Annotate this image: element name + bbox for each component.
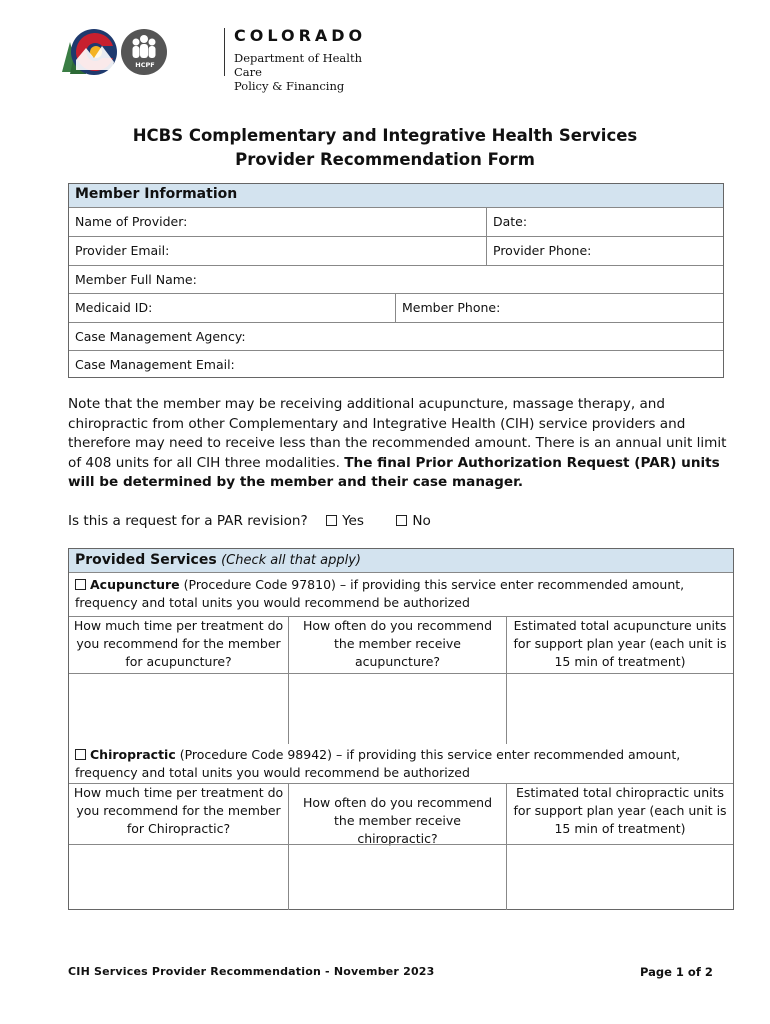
acupuncture-q-frequency: How often do you recommend the member receive acupuncture? bbox=[302, 618, 493, 669]
chiropractic-q-frequency: How often do you recommend the member receive chiropractic? bbox=[302, 795, 493, 846]
row-case-email bbox=[69, 350, 723, 378]
services-header bbox=[69, 549, 733, 573]
logo-divider bbox=[224, 28, 225, 76]
chiropractic-time-input[interactable] bbox=[69, 844, 288, 910]
case-management-agency-field[interactable]: Case Management Agency: bbox=[75, 329, 246, 344]
acupuncture-q-time: How much time per treatment do you recommend for the member for acupuncture? bbox=[73, 618, 284, 669]
chiropractic-q-units: Estimated total chiropractic units for support plan year (each unit is 15 min of treatment) bbox=[513, 785, 727, 836]
member-information-table bbox=[68, 183, 724, 378]
no-checkbox[interactable] bbox=[396, 515, 407, 526]
footer-page-number: Page 1 of 2 bbox=[640, 965, 713, 979]
chiropractic-code-text: (Procedure Code 98942) – if providing this service enter recommended amount, bbox=[175, 747, 681, 762]
note-bold-text: The final Prior Authorization Request (PAR) units will be determined by the member and their case manager. bbox=[68, 454, 720, 490]
form-title-line-2: Provider Recommendation Form bbox=[235, 150, 535, 169]
acupuncture-col-units bbox=[507, 617, 733, 744]
row-case-agency bbox=[69, 322, 723, 350]
acupuncture-time-input[interactable] bbox=[69, 673, 288, 744]
acupuncture-frequency-input[interactable] bbox=[289, 673, 506, 744]
row-member-name bbox=[69, 265, 723, 293]
yes-checkbox[interactable] bbox=[326, 515, 337, 526]
note-paragraph bbox=[68, 395, 728, 493]
acupuncture-code-text: (Procedure Code 97810) – if providing this service enter recommended amount, bbox=[179, 577, 685, 592]
chiropractic-q-time: How much time per treatment do you recommend for the member for Chiropractic? bbox=[73, 785, 284, 836]
chiropractic-line-2: frequency and total units you would recommend be authorized bbox=[75, 765, 470, 780]
note-text: Note that the member may be receiving additional acupuncture, massage therapy, and chiropractic from other Complementary and Integrative Health (CIH) service providers and therefore may need to receive less than the recommended amount. There is an annual unit limit of 408 units for all CIH three modalities. bbox=[68, 396, 727, 471]
acupuncture-grid bbox=[69, 616, 733, 744]
medicaid-id-field[interactable]: Medicaid ID: bbox=[75, 300, 153, 315]
date-field[interactable]: Date: bbox=[493, 214, 528, 229]
acupuncture-units-input[interactable] bbox=[507, 673, 733, 744]
member-info-heading: Member Information bbox=[75, 186, 238, 202]
chiropractic-units-input[interactable] bbox=[507, 844, 733, 910]
acupuncture-intro bbox=[75, 576, 727, 612]
member-phone-field[interactable]: Member Phone: bbox=[402, 300, 501, 315]
acupuncture-line-2: frequency and total units you would recommend be authorized bbox=[75, 595, 470, 610]
header-logo bbox=[58, 22, 367, 93]
row-provider-name bbox=[69, 207, 723, 236]
acupuncture-col-time bbox=[69, 617, 288, 744]
form-title-line-1: HCBS Complementary and Integrative Health Services bbox=[132, 126, 638, 145]
member-full-name-field[interactable]: Member Full Name: bbox=[75, 272, 197, 287]
provider-email-field[interactable]: Provider Email: bbox=[75, 243, 170, 258]
row-medicaid-id bbox=[69, 293, 723, 322]
acupuncture-checkbox[interactable] bbox=[75, 579, 86, 590]
par-revision-question bbox=[68, 511, 431, 531]
acupuncture-col-frequency bbox=[289, 617, 506, 744]
member-info-header-row bbox=[69, 184, 723, 207]
chiropractic-intro bbox=[75, 746, 727, 782]
colorado-hcpf-logo-icon bbox=[58, 22, 170, 80]
no-label: No bbox=[412, 513, 431, 529]
chiropractic-col-frequency bbox=[289, 784, 506, 910]
footer-document-title: CIH Services Provider Recommendation - November 2023 bbox=[68, 965, 435, 978]
yes-label: Yes bbox=[342, 513, 365, 529]
chiropractic-frequency-input[interactable] bbox=[289, 844, 506, 910]
state-name: COLORADO bbox=[234, 26, 367, 45]
par-revision-label: Is this a request for a PAR revision? bbox=[68, 513, 308, 529]
chiropractic-grid bbox=[69, 783, 733, 910]
provided-services-table bbox=[68, 548, 734, 910]
chiropractic-name: Chiropractic bbox=[90, 747, 176, 762]
no-option[interactable] bbox=[396, 513, 431, 529]
chiropractic-checkbox[interactable] bbox=[75, 749, 86, 760]
chiropractic-col-units bbox=[507, 784, 733, 910]
logo-badge-text: HCPF bbox=[135, 61, 155, 69]
provider-name-field[interactable]: Name of Provider: bbox=[75, 214, 188, 229]
case-management-email-field[interactable]: Case Management Email: bbox=[75, 357, 235, 372]
logo-text bbox=[234, 26, 366, 93]
services-heading: Provided Services bbox=[75, 552, 217, 568]
acupuncture-q-units: Estimated total acupuncture units for support plan year (each unit is 15 min of treatment) bbox=[513, 618, 727, 669]
provider-phone-field[interactable]: Provider Phone: bbox=[493, 243, 592, 258]
yes-option[interactable] bbox=[326, 513, 364, 529]
department-line-1: Department of Health Care bbox=[234, 51, 362, 79]
row-provider-email bbox=[69, 236, 723, 265]
chiropractic-col-time bbox=[69, 784, 288, 910]
acupuncture-name: Acupuncture bbox=[90, 577, 180, 592]
services-heading-note: (Check all that apply) bbox=[221, 553, 362, 568]
department-line-2: Policy & Financing bbox=[234, 79, 345, 93]
